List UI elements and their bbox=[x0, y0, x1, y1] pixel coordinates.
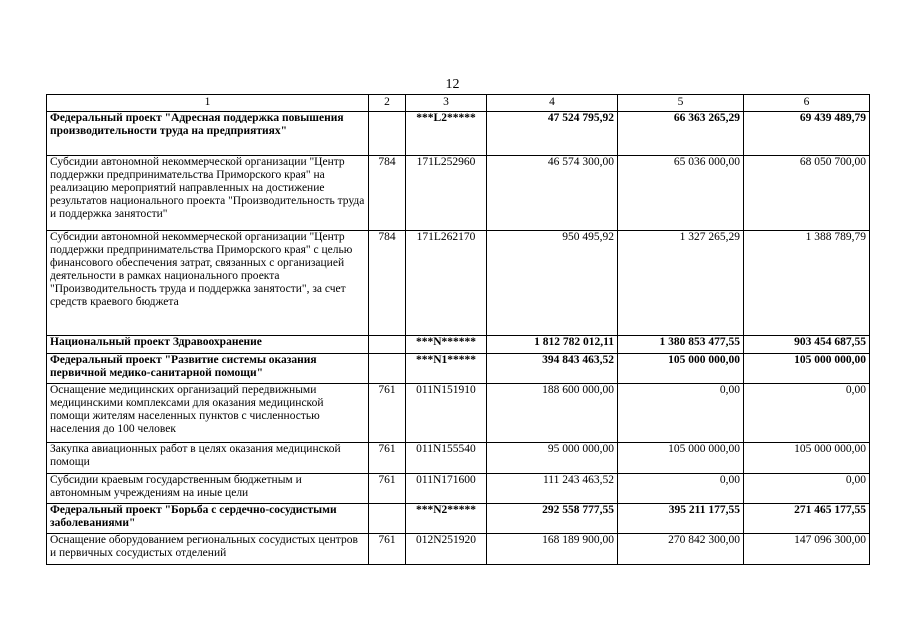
row-value-5: 395 211 177,55 bbox=[618, 504, 744, 534]
row-value-4: 95 000 000,00 bbox=[487, 443, 618, 474]
row-value-5: 66 363 265,29 bbox=[618, 112, 744, 156]
column-header: 5 bbox=[618, 95, 744, 112]
row-name: Оснащение медицинских организаций передвижными медицинскими комплексами для оказания медицинской помощи жителям населенных пунктов с численностью населения до 100 человек bbox=[47, 384, 369, 443]
row-value-6: 147 096 300,00 bbox=[744, 534, 870, 565]
row-code-3: 171L252960 bbox=[406, 156, 487, 231]
page-number: 12 bbox=[445, 77, 460, 92]
row-code-2 bbox=[369, 336, 406, 354]
row-value-6: 1 388 789,79 bbox=[744, 231, 870, 336]
row-value-6: 271 465 177,55 bbox=[744, 504, 870, 534]
row-code-2 bbox=[369, 504, 406, 534]
row-value-5: 65 036 000,00 bbox=[618, 156, 744, 231]
table-row bbox=[47, 112, 870, 156]
table-row bbox=[47, 354, 870, 384]
row-name: Национальный проект Здравоохранение bbox=[47, 336, 369, 354]
row-value-4: 292 558 777,55 bbox=[487, 504, 618, 534]
table-row bbox=[47, 384, 870, 443]
row-code-2: 761 bbox=[369, 534, 406, 565]
row-code-3: ***N****** bbox=[406, 336, 487, 354]
column-header-row bbox=[47, 95, 870, 112]
row-value-5: 270 842 300,00 bbox=[618, 534, 744, 565]
row-value-4: 394 843 463,52 bbox=[487, 354, 618, 384]
table-row bbox=[47, 231, 870, 336]
row-name: Субсидии автономной некоммерческой организации "Центр поддержки предпринимательства Приморского края" с целью финансового обеспечения затрат, связанных с организацией деятельности в рамках национального проекта "Производительность труда и поддержка занятости", за счет средств краевого бюджета bbox=[47, 231, 369, 336]
row-value-5: 1 327 265,29 bbox=[618, 231, 744, 336]
row-code-3: 011N151910 bbox=[406, 384, 487, 443]
table-row bbox=[47, 336, 870, 354]
row-code-3: 011N155540 bbox=[406, 443, 487, 474]
row-value-6: 903 454 687,55 bbox=[744, 336, 870, 354]
table-row bbox=[47, 504, 870, 534]
row-value-4: 47 524 795,92 bbox=[487, 112, 618, 156]
row-value-6: 69 439 489,79 bbox=[744, 112, 870, 156]
column-header: 3 bbox=[406, 95, 487, 112]
column-header: 2 bbox=[369, 95, 406, 112]
row-code-2: 761 bbox=[369, 384, 406, 443]
row-value-5: 105 000 000,00 bbox=[618, 443, 744, 474]
row-name: Федеральный проект "Адресная поддержка повышения производительности труда на предприятиях" bbox=[47, 112, 369, 156]
table-row bbox=[47, 534, 870, 565]
row-value-6: 0,00 bbox=[744, 384, 870, 443]
row-value-4: 46 574 300,00 bbox=[487, 156, 618, 231]
row-code-3: ***N1***** bbox=[406, 354, 487, 384]
row-value-5: 1 380 853 477,55 bbox=[618, 336, 744, 354]
row-name: Субсидии автономной некоммерческой организации "Центр поддержки предпринимательства Приморского края" на реализацию мероприятий направленных на достижение результатов национального проекта "Производительность труда и поддержка занятости" bbox=[47, 156, 369, 231]
row-value-6: 0,00 bbox=[744, 474, 870, 504]
row-code-2: 761 bbox=[369, 474, 406, 504]
row-code-2 bbox=[369, 112, 406, 156]
row-code-2: 761 bbox=[369, 443, 406, 474]
row-code-3: ***N2***** bbox=[406, 504, 487, 534]
row-name: Федеральный проект "Борьба с сердечно-сосудистыми заболеваниями" bbox=[47, 504, 369, 534]
row-code-2 bbox=[369, 354, 406, 384]
row-value-6: 68 050 700,00 bbox=[744, 156, 870, 231]
table-row bbox=[47, 443, 870, 474]
table-row bbox=[47, 156, 870, 231]
row-value-6: 105 000 000,00 bbox=[744, 354, 870, 384]
row-value-4: 111 243 463,52 bbox=[487, 474, 618, 504]
row-name: Оснащение оборудованием региональных сосудистых центров и первичных сосудистых отделений bbox=[47, 534, 369, 565]
row-code-2: 784 bbox=[369, 156, 406, 231]
column-header: 4 bbox=[487, 95, 618, 112]
row-value-5: 105 000 000,00 bbox=[618, 354, 744, 384]
row-name: Федеральный проект "Развитие системы оказания первичной медико-санитарной помощи" bbox=[47, 354, 369, 384]
row-code-3: 012N251920 bbox=[406, 534, 487, 565]
budget-table bbox=[46, 94, 870, 565]
column-header: 6 bbox=[744, 95, 870, 112]
row-value-4: 1 812 782 012,11 bbox=[487, 336, 618, 354]
row-value-4: 188 600 000,00 bbox=[487, 384, 618, 443]
row-value-5: 0,00 bbox=[618, 384, 744, 443]
row-value-4: 950 495,92 bbox=[487, 231, 618, 336]
row-code-2: 784 bbox=[369, 231, 406, 336]
row-code-3: ***L2***** bbox=[406, 112, 487, 156]
row-value-5: 0,00 bbox=[618, 474, 744, 504]
row-name: Субсидии краевым государственным бюджетным и автономным учреждениям на иные цели bbox=[47, 474, 369, 504]
table-row bbox=[47, 474, 870, 504]
row-value-6: 105 000 000,00 bbox=[744, 443, 870, 474]
row-name: Закупка авиационных работ в целях оказания медицинской помощи bbox=[47, 443, 369, 474]
row-value-4: 168 189 900,00 bbox=[487, 534, 618, 565]
row-code-3: 011N171600 bbox=[406, 474, 487, 504]
column-header: 1 bbox=[47, 95, 369, 112]
row-code-3: 171L262170 bbox=[406, 231, 487, 336]
